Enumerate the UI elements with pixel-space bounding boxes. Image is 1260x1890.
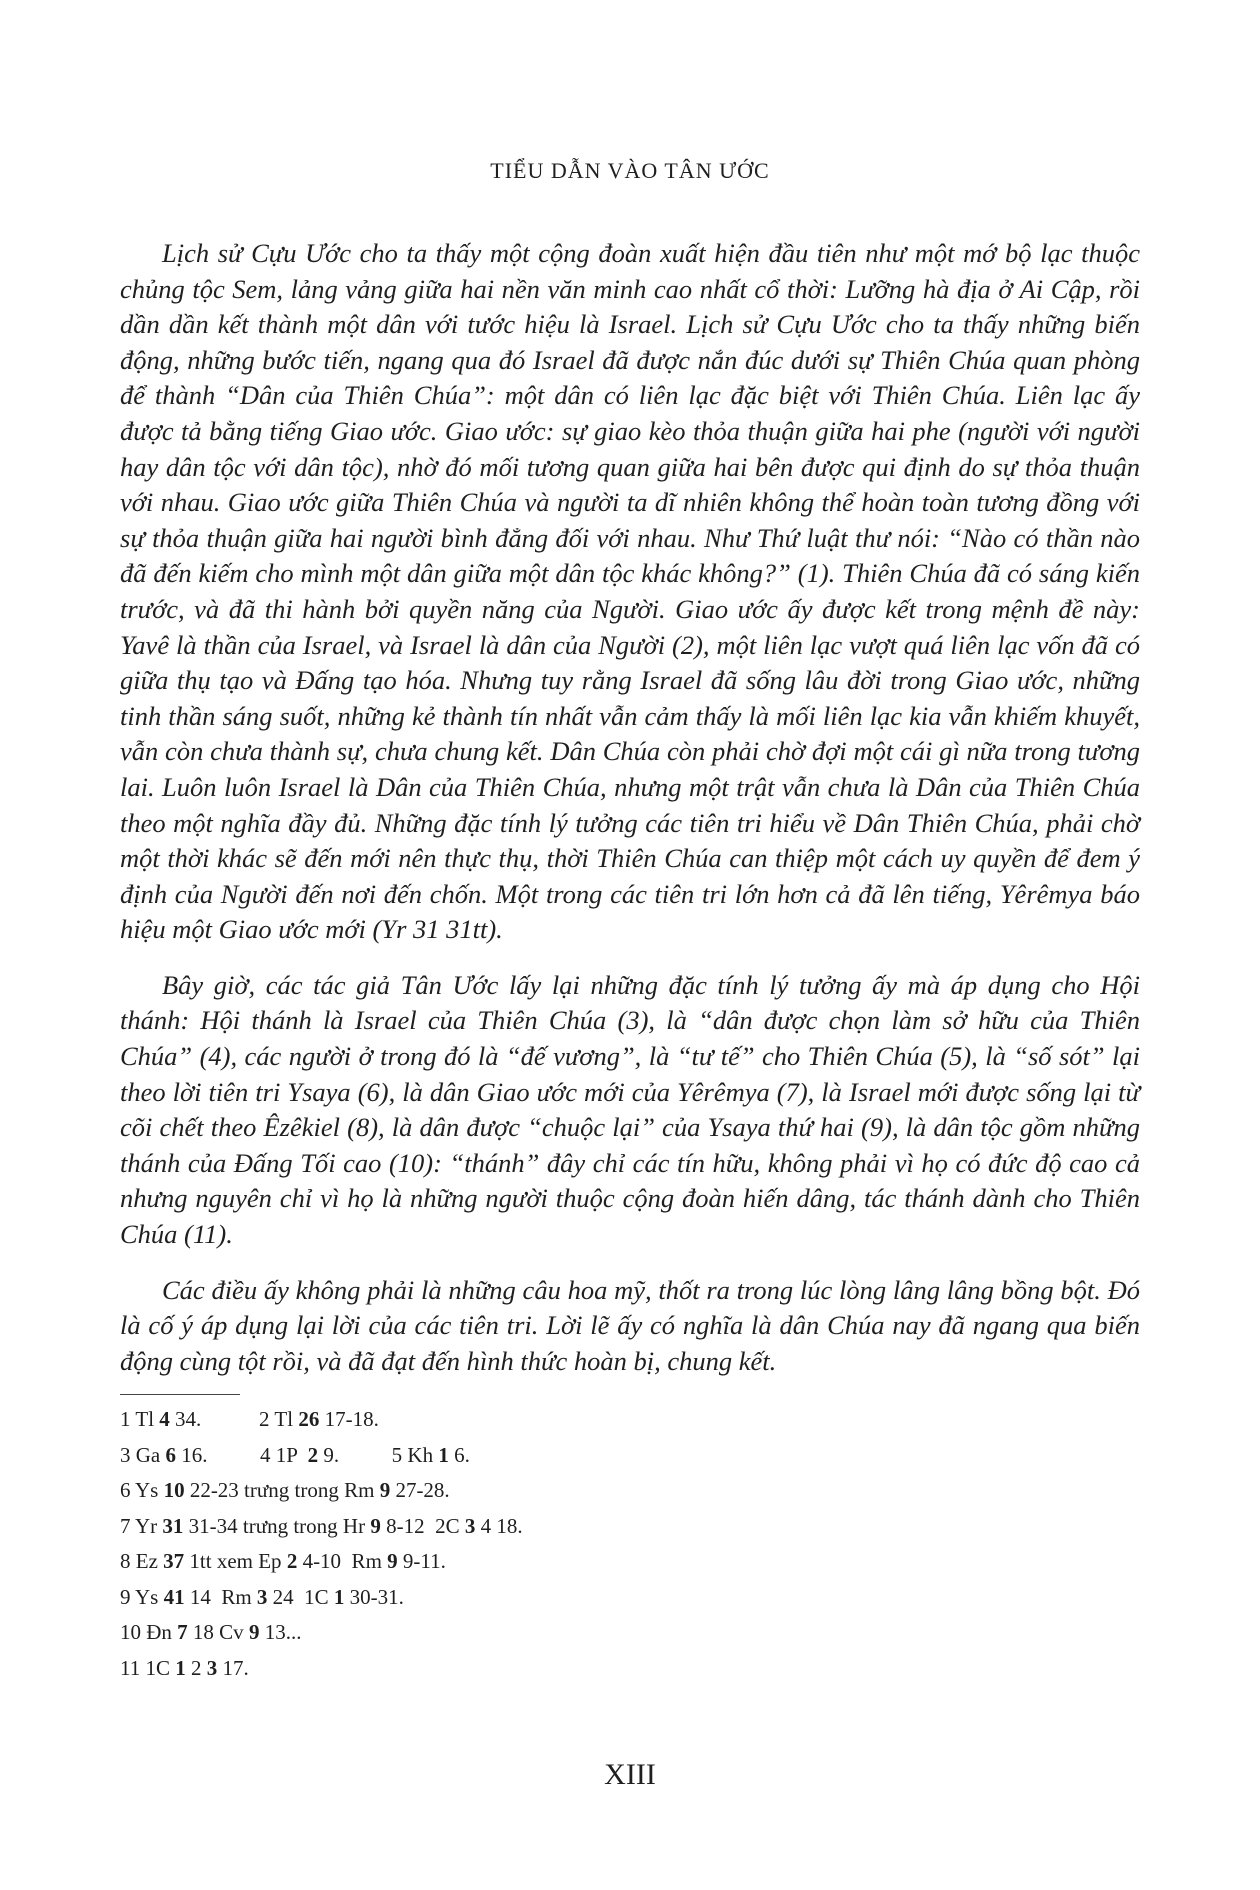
footnote-segment: 3 xyxy=(464,1513,476,1538)
footnote-segment: 26 xyxy=(298,1407,320,1431)
footnote-segment: 31 xyxy=(162,1513,184,1538)
footnote-segment: 2 xyxy=(286,1549,298,1573)
footnote-segment: 6 Ys xyxy=(120,1478,164,1502)
footnote-segment: 1 xyxy=(333,1584,345,1609)
footnote-segment: 4 18. xyxy=(475,1513,523,1538)
footnote-segment: 9 xyxy=(370,1513,381,1538)
paragraph-2: Bây giờ, các tác giả Tân Ước lấy lại những đặc tính lý tưởng ấy mà áp dụng cho Hội thánh: Hội thánh là Israel của Thiên Chúa (3), là “dân được chọn làm sở hữu của Thiên Chúa” (4), các người ở trong đó là “đế vương”, là “tư tế” cho Thiên Chúa (5), là “số sót” lại theo lời tiên tri Ysaya (6), là dân Giao ước mới của Yêrêmya (7), là Israel mới được sống lại từ cõi chết theo Êzêkiel (8), là dân được “chuộc lại” của Ysaya thứ hai (9), là dân tộc gồm những thánh của Đấng Tối cao (10): “thánh” đây chỉ các tín hữu, không phải vì họ có đức độ cao cả nhưng nguyên chỉ vì họ là những người thuộc cộng đoàn hiến dâng, tác thánh dành cho Thiên Chúa (11). xyxy=(120,969,1140,1250)
footnote-segment: 24 1C xyxy=(267,1584,334,1609)
footnote-line xyxy=(120,1473,1020,1509)
footnote-line xyxy=(120,1438,1020,1474)
footnote-segment: 3 Ga xyxy=(120,1442,166,1467)
footnote-segment: 34. 2 Tl xyxy=(169,1407,299,1431)
footnote-line xyxy=(120,1509,1020,1545)
footnote-segment: 2 xyxy=(307,1442,319,1467)
footnote-segment: 4 xyxy=(159,1407,170,1431)
footnote-segment: 6. xyxy=(448,1442,470,1467)
footnote-segment: 8-12 2C xyxy=(380,1513,465,1538)
footnote-line xyxy=(120,1580,1020,1616)
footnote-segment: 16. 4 1P xyxy=(176,1442,308,1467)
footnote-segment: 11 1C xyxy=(120,1655,176,1680)
paragraph-3: Các điều ấy không phải là những câu hoa mỹ, thốt ra trong lúc lòng lâng lâng bồng bột. Đó là cố ý áp dụng lại lời của các tiên tri. Lời lẽ ấy có nghĩa là dân Chúa nay đã ngang qua biến động cùng tột rồi, và đã đạt đến hình thức hoàn bị, chung kết. xyxy=(120,1274,1140,1376)
footnote-line xyxy=(120,1615,1020,1651)
footnote-segment: 7 Yr xyxy=(120,1513,163,1538)
running-header: TIỂU DẪN VÀO TÂN ƯỚC xyxy=(490,158,770,183)
footnote-line xyxy=(120,1544,1020,1580)
footnote-segment: 7 xyxy=(177,1620,188,1644)
footnote-segment: 4-10 Rm xyxy=(297,1549,388,1573)
footnote-segment: 1tt xem Ep xyxy=(184,1549,287,1573)
footnote-line xyxy=(120,1651,1020,1687)
footnote-segment: 30-31. xyxy=(344,1584,404,1609)
footnote-segment: 1 xyxy=(438,1442,449,1467)
footnote-segment: 10 Đn xyxy=(120,1620,178,1644)
body-text xyxy=(120,236,1140,1399)
footnote-line xyxy=(120,1402,1020,1438)
footnote-segment: 14 Rm xyxy=(184,1584,257,1609)
footnote-segment: 37 xyxy=(163,1549,185,1573)
footnote-segment: 1 Tl xyxy=(120,1407,160,1431)
footnote-segment: 13... xyxy=(259,1620,302,1644)
footnote-segment: 10 xyxy=(163,1478,185,1502)
footnote-segment: 9 xyxy=(387,1549,398,1573)
footnote-segment: 9. 5 Kh xyxy=(318,1442,439,1467)
footnote-segment: 9-11. xyxy=(397,1549,446,1573)
footnote-segment: 1 xyxy=(175,1655,186,1680)
footnote-segment: 6 xyxy=(165,1442,176,1467)
footnote-segment: 18 Cv xyxy=(187,1620,249,1644)
footnote-segment: 9 Ys xyxy=(120,1584,164,1609)
footnotes xyxy=(120,1402,1020,1686)
footnote-segment: 22-23 trưng trong Rm xyxy=(184,1478,380,1502)
footnote-segment: 2 xyxy=(185,1655,207,1680)
page-number: XIII xyxy=(604,1758,656,1791)
footnote-segment: 9 xyxy=(379,1478,391,1502)
footnote-separator xyxy=(120,1394,240,1395)
footnote-segment: 17-18. xyxy=(319,1407,379,1431)
footnote-segment: 3 xyxy=(206,1655,218,1680)
footnote-segment: 17. xyxy=(217,1655,249,1680)
footnote-segment: 8 Ez xyxy=(120,1549,164,1573)
paragraph-1: Lịch sử Cựu Ước cho ta thấy một cộng đoàn xuất hiện đầu tiên như một mớ bộ lạc thuộc chủng tộc Sem, lảng vảng giữa hai nền văn minh cao nhất cổ thời: Lưỡng hà địa ở Ai Cập, rồi dần dần kết thành một dân với tước hiệu là Israel. Lịch sử Cựu Ước cho ta thấy những biến động, những bước tiến, ngang qua đó Israel đã được nắn đúc dưới sự Thiên Chúa quan phòng để thành “Dân của Thiên Chúa”: một dân có liên lạc đặc biệt với Thiên Chúa. Liên lạc ấy được tả bằng tiếng Giao ước. Giao ước: sự giao kèo thỏa thuận giữa hai phe (người với người hay dân tộc với dân tộc), nhờ đó mối tương quan giữa hai bên được qui định do sự thỏa thuận với nhau. Giao ước giữa Thiên Chúa và người ta dĩ nhiên không thể hoàn toàn tương đồng với sự thỏa thuận giữa hai người bình đẳng đối với nhau. Như Thứ luật thư nói: “Nào có thần nào đã đến kiếm cho mình một dân giữa một dân tộc khác không?” (1). Thiên Chúa đã có sáng kiến trước, và đã thi hành bởi quyền năng của Người. Giao ước ấy được kết trong mệnh đề này: Yavê là thần của Israel, và Israel là dân của Người (2), một liên lạc vượt quá liên lạc vốn đã có giữa thụ tạo và Đấng tạo hóa. Nhưng tuy rằng Israel đã sống lâu đời trong Giao ước, những tinh thần sáng suốt, những kẻ thành tín nhất vẫn cảm thấy là mối liên lạc kia vẫn khiếm khuyết, vẫn còn chưa thành sự, chưa chung kết. Dân Chúa còn phải chờ đợi một cái gì nữa trong tương lai. Luôn luôn Israel là Dân của Thiên Chúa, nhưng một trật vẫn chưa là Dân của Thiên Chúa theo một nghĩa đầy đủ. Những đặc tính lý tưởng các tiên tri hiểu về Dân Thiên Chúa, phải chờ một thời khác sẽ đến mới nên thực thụ, thời Thiên Chúa can thiệp một cách uy quyền để đem ý định của Người đến nơi đến chốn. Một trong các tiên tri lớn hơn cả đã lên tiếng, Yêrêmya báo hiệu một Giao ước mới (Yr 31 31tt). xyxy=(120,238,1140,945)
footnote-segment: 41 xyxy=(163,1584,185,1609)
footnote-segment: 3 xyxy=(256,1584,268,1609)
footnote-segment: 9 xyxy=(248,1620,260,1644)
footnote-segment: 31-34 trưng trong Hr xyxy=(183,1513,371,1538)
footnote-segment: 27-28. xyxy=(390,1478,450,1502)
